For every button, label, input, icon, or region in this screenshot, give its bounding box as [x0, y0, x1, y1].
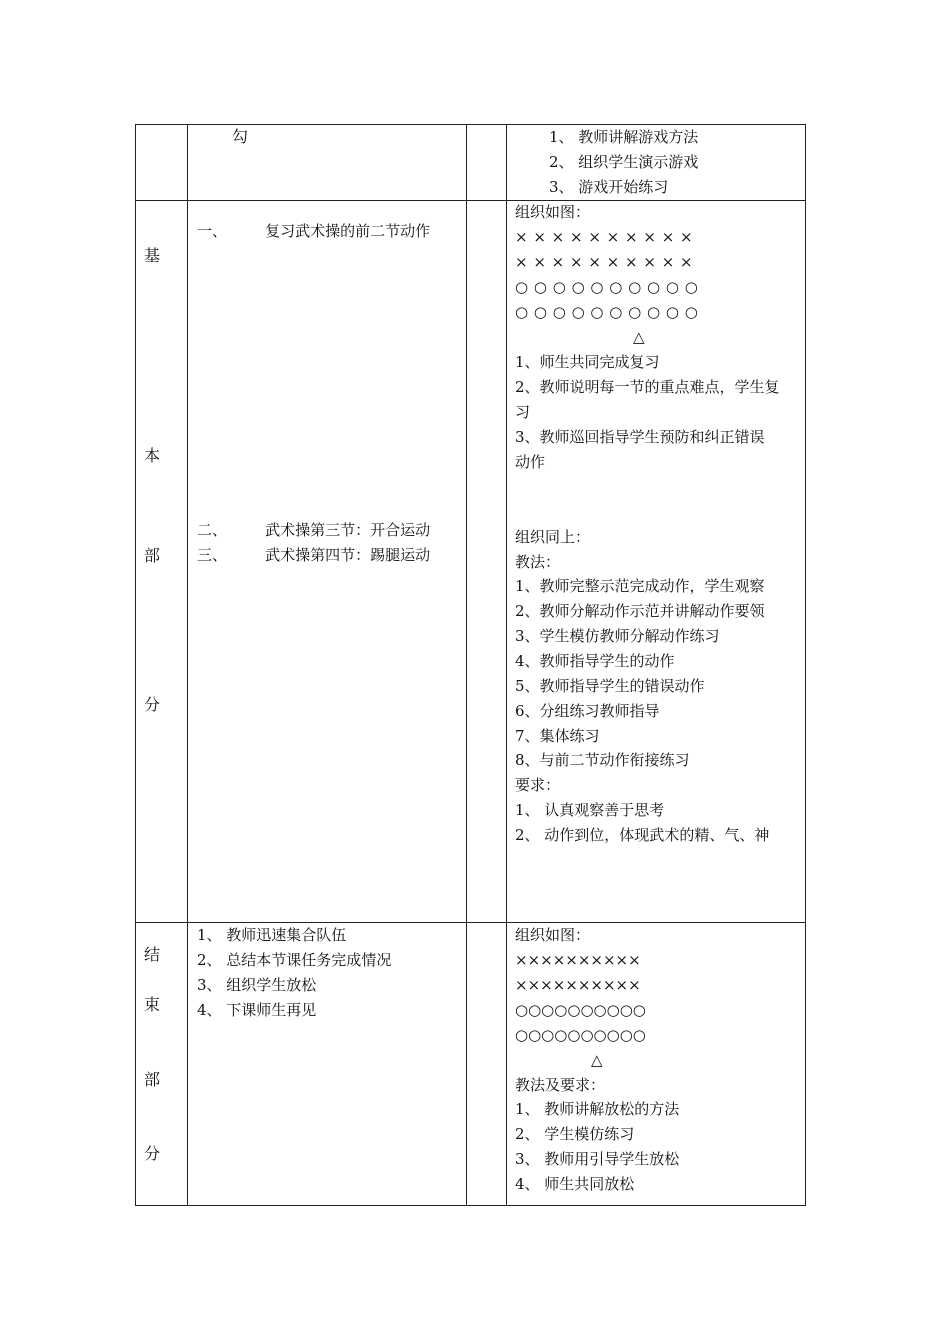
formation-row-cross: ××××××××××	[515, 976, 641, 994]
requirement-item: 2、 动作到位，体现武术的精、气、神	[515, 826, 770, 844]
teach-method-item: 2、教师分解动作示范并讲解动作要领	[515, 602, 765, 620]
method-line: 2、教师说明每一节的重点难点，学生复	[515, 378, 780, 396]
section-label-char: 部	[144, 546, 161, 565]
teach-method-item: 1、教师完整示范完成动作，学生观察	[515, 577, 765, 595]
table-border-right	[805, 124, 806, 1206]
requirement-title: 要求：	[515, 776, 561, 794]
row2-content-item: 二、 武术操第三节：开合运动	[197, 521, 431, 539]
teach-method-item: 3、学生模仿教师分解动作练习	[515, 627, 720, 645]
formation-row-cross: × × × × × × × × × ×	[515, 253, 694, 271]
formation-row-circle: ○○○○○○○○○○	[515, 1001, 646, 1019]
formation-row-circle: ○ ○ ○ ○ ○ ○ ○ ○ ○ ○	[515, 303, 699, 321]
method-requirement-item: 1、 教师讲解放松的方法	[515, 1100, 680, 1118]
teach-method-item: 8、与前二节动作衔接练习	[515, 751, 690, 769]
formation-row-circle: ○ ○ ○ ○ ○ ○ ○ ○ ○ ○	[515, 278, 699, 296]
row2-content-item: 一、 复习武术操的前二节动作	[197, 222, 431, 240]
method-requirement-title: 教法及要求：	[515, 1076, 606, 1094]
column-divider-2	[466, 124, 467, 1206]
method-requirement-item: 4、 师生共同放松	[515, 1175, 635, 1193]
row1-method-item: 3、 游戏开始练习	[549, 178, 669, 196]
method-line: 动作	[515, 453, 546, 471]
section-label-char: 基	[144, 246, 161, 265]
row3-content-item: 1、 教师迅速集合队伍	[197, 926, 347, 944]
section-label-char: 部	[144, 1070, 161, 1089]
method-requirement-item: 2、 学生模仿练习	[515, 1125, 635, 1143]
method-requirement-item: 3、 教师用引导学生放松	[515, 1150, 680, 1168]
section-label-char: 分	[144, 1144, 161, 1163]
column-divider-1	[187, 124, 188, 1206]
row2-content-item: 三、 武术操第四节：踢腿运动	[197, 546, 431, 564]
org-diagram-title: 组织如图：	[515, 203, 591, 221]
teach-method-item: 5、教师指导学生的错误动作	[515, 677, 705, 695]
section-label-char: 分	[144, 695, 161, 714]
row3-content-item: 3、 组织学生放松	[197, 976, 317, 994]
table-border-top	[135, 124, 806, 125]
section-label-char: 本	[144, 446, 161, 465]
formation-row-cross: ××××××××××	[515, 951, 641, 969]
row-divider-2	[135, 922, 806, 923]
requirement-item: 1、 认真观察善于思考	[515, 801, 665, 819]
row3-content-item: 2、 总结本节课任务完成情况	[197, 951, 392, 969]
row1-method-item: 1、 教师讲解游戏方法	[549, 128, 699, 146]
row1-method-item: 2、 组织学生演示游戏	[549, 153, 699, 171]
column-divider-3	[506, 124, 507, 1206]
section-label-char: 束	[144, 995, 161, 1014]
row3-content-item: 4、 下课师生再见	[197, 1001, 317, 1019]
method-line: 1、师生共同完成复习	[515, 353, 660, 371]
org-same-title: 组织同上：	[515, 528, 591, 546]
method-line: 习	[515, 403, 531, 421]
method-line: 3、教师巡回指导学生预防和纠正错误	[515, 428, 765, 446]
teach-method-title: 教法：	[515, 553, 561, 571]
teach-method-item: 7、集体练习	[515, 727, 600, 745]
org-diagram-title: 组织如图：	[515, 926, 591, 944]
row-divider-1	[135, 200, 806, 201]
table-border-bottom	[135, 1205, 806, 1206]
teacher-triangle-icon: △	[633, 328, 645, 346]
formation-row-circle: ○○○○○○○○○○	[515, 1026, 646, 1044]
formation-row-cross: × × × × × × × × × ×	[515, 228, 694, 246]
teach-method-item: 4、教师指导学生的动作	[515, 652, 675, 670]
row1-content: 勾	[232, 127, 249, 146]
teacher-triangle-icon: △	[591, 1051, 603, 1069]
table-border-left	[135, 124, 136, 1206]
teach-method-item: 6、分组练习教师指导	[515, 702, 660, 720]
section-label-char: 结	[144, 945, 161, 964]
